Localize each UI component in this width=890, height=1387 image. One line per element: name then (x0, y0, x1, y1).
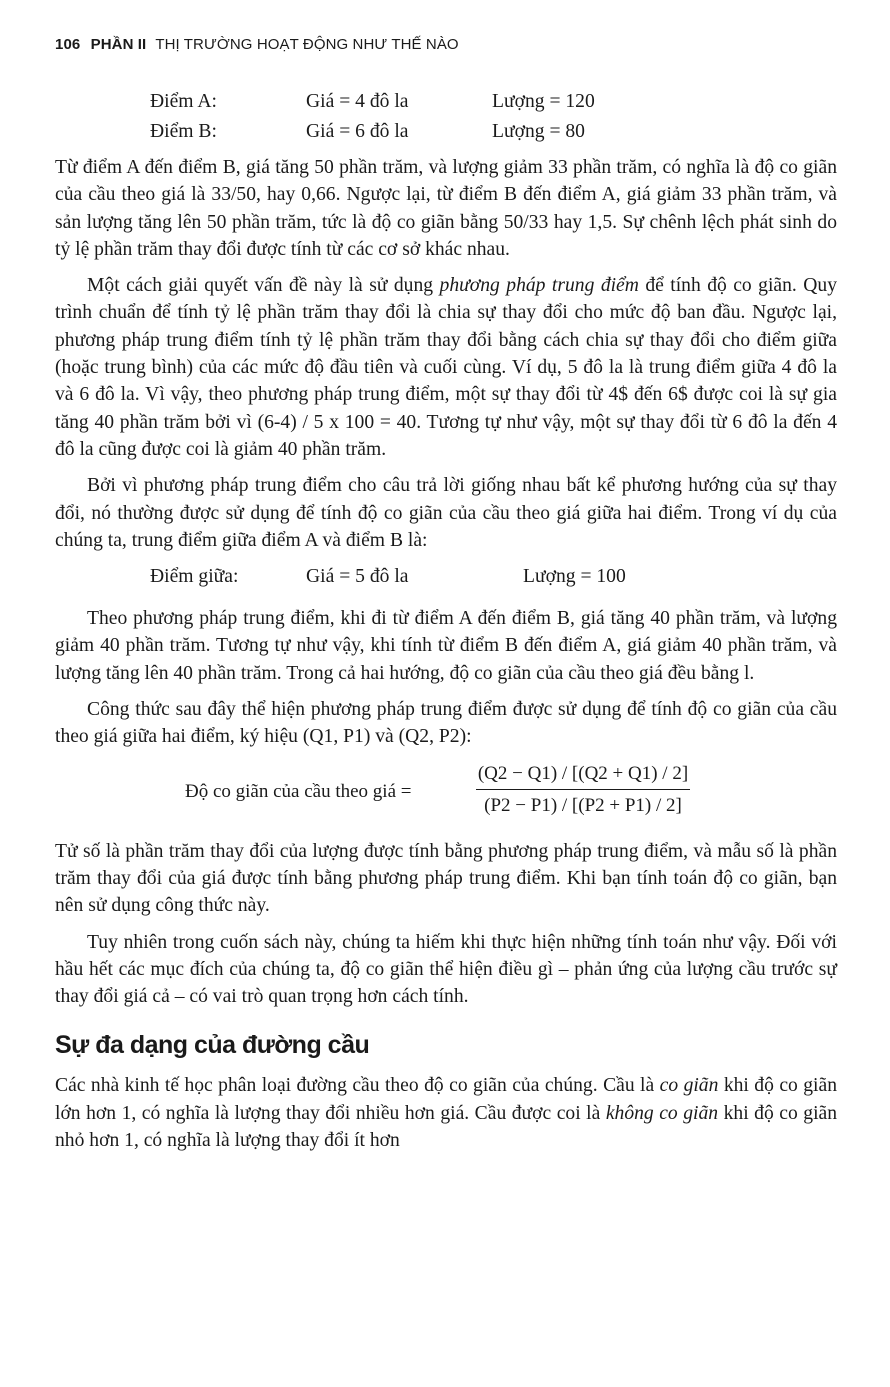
paragraph: Tử số là phần trăm thay đổi của lượng được tính bằng phương pháp trung điểm, và mẫu số là phần trăm thay đổi của giá được tính bằng phương pháp trung điểm. Khi bạn tính toán độ co giãn, bạn nên sử dụng công thức này. (55, 840, 837, 917)
text-run: khi độ co giãn nhỏ hơn 1, có nghĩa là lượng thay đổi ít hơn (55, 1102, 838, 1152)
italic-term: phương pháp trung điểm (439, 275, 639, 297)
text-run: khi độ co giãn lớn hơn 1, có nghĩa là lượng thay đổi nhiều hơn giá. Cầu được coi là (55, 1075, 837, 1124)
italic-term: không co giãn (605, 1102, 719, 1124)
point-a-row (55, 88, 837, 118)
point-quantity: Lượng = 120 (492, 91, 595, 112)
midpoint-label: Điểm giữa: (150, 566, 239, 588)
part-title: THỊ TRƯỜNG HOẠT ĐỘNG NHƯ THẾ NÀO (155, 36, 459, 53)
section-heading: Sự đa dạng của đường cầu (55, 1031, 370, 1060)
point-price: Giá = 4 đô la (306, 91, 409, 112)
text-run: để tính độ co giãn. Quy trình chuẩn để tính tỷ lệ phần trăm thay đổi là chia sự thay đổi cho mức độ ban đầu. Ngược lại, phương pháp trung điểm tính tỷ lệ phần trăm thay đổi bằng cách chia sự thay đổi cho điểm giữa (hoặc trung bình) của các mức độ đầu tiên và cuối cùng. Ví dụ, 5 đô la là trung điểm giữa 4 đô la và 6 đô la. Vì vậy, theo phương pháp trung điểm, một sự thay đổi từ 4$ đến 6$ được coi là sự gia tăng 40 phần trăm bởi vì (6-4) / 5 x 100 = 40. Tương tự như vậy, một sự thay đổi từ 6 đô la đến 4 đô la cũng được coi là giảm 40 phần trăm. (55, 275, 837, 460)
formula-numerator: (Q2 − Q1) / [(Q2 + Q1) / 2] (476, 760, 690, 790)
text-run: Các nhà kinh tế học phân loại đường cầu theo độ co giãn của chúng. Cầu là (55, 1075, 660, 1097)
midpoint-row (55, 563, 837, 593)
formula-fraction (476, 760, 690, 820)
formula-denominator: (P2 − P1) / [(P2 + P1) / 2] (484, 794, 682, 816)
point-price: Giá = 6 đô la (306, 121, 409, 142)
elasticity-formula (55, 760, 837, 824)
point-label: Điểm A: (150, 91, 217, 112)
point-b-row (55, 118, 837, 148)
midpoint-quantity: Lượng = 100 (523, 566, 626, 588)
running-header (55, 36, 459, 53)
paragraph (55, 272, 837, 463)
paragraph: Bởi vì phương pháp trung điểm cho câu trả lời giống nhau bất kể phương hướng của sự thay đổi, nó thường được sử dụng để tính độ co giãn của cầu theo giá giữa hai điểm. Trong ví dụ của chúng ta, trung điểm giữa điểm A và điểm B là: (55, 475, 837, 551)
paragraph: Từ điểm A đến điểm B, giá tăng 50 phần trăm, và lượng giảm 33 phần trăm, có nghĩa là độ co giãn của cầu theo giá là 33/50, hay 0,66. Ngược lại, từ điểm B đến điểm A, giá giảm 33 phần trăm, và sản lượng tăng lên 50 phần trăm, tức là độ co giãn bằng 50/33 hay 1,5. Sự chênh lệch phát sinh do tỷ lệ phần trăm thay đổi được tính từ các cơ sở khác nhau. (55, 157, 837, 260)
part-label: PHẦN II (90, 36, 147, 53)
paragraph (55, 1072, 837, 1154)
paragraph: Tuy nhiên trong cuốn sách này, chúng ta hiếm khi thực hiện những tính toán như vậy. Đối với hầu hết các mục đích của chúng ta, độ co giãn thể hiện điều gì – phản ứng của lượng cầu trước sự thay đổi giá cả – có vai trò quan trọng hơn cách tính. (55, 931, 837, 1008)
italic-term: co giãn (659, 1075, 719, 1097)
page-body (55, 88, 837, 1163)
point-label: Điểm B: (150, 121, 217, 142)
point-quantity: Lượng = 80 (492, 121, 585, 142)
midpoint-price: Giá = 5 đô la (306, 566, 409, 588)
formula-lhs: Độ co giãn của cầu theo giá = (185, 780, 412, 802)
page-number: 106 (55, 36, 81, 53)
paragraph: Công thức sau đây thể hiện phương pháp trung điểm được sử dụng để tính độ co giãn của cầu theo giá giữa hai điểm, ký hiệu (Q1, P1) và (Q2, P2): (55, 699, 837, 748)
paragraph: Theo phương pháp trung điểm, khi đi từ điểm A đến điểm B, giá tăng 40 phần trăm, và lượng giảm 40 phần trăm. Tương tự như vậy, khi tính từ điểm B đến điểm A, giá giảm 40 phần trăm, và lượng tăng lên 40 phần trăm. Trong cả hai hướng, độ co giãn của cầu theo giá đều bằng l. (55, 608, 837, 684)
text-run: Một cách giải quyết vấn đề này là sử dụng (87, 275, 440, 297)
